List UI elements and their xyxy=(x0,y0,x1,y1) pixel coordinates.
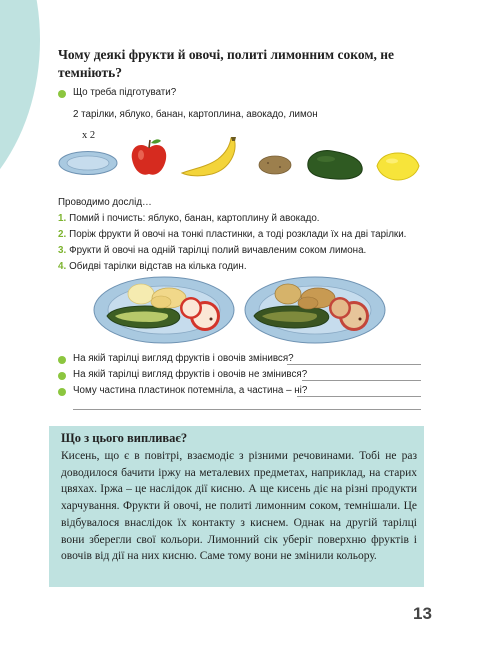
question-3: Чому частина пластинок потемніла, а частина – ні? xyxy=(73,385,308,396)
bullet-icon xyxy=(58,356,66,364)
bullet-icon xyxy=(58,388,66,396)
step-item: 3. Фрукти й овочі на одній тарілці полий вичавленим соком лимона. xyxy=(58,245,367,256)
prep-question: Що треба підготувати? xyxy=(73,87,177,98)
answer-line xyxy=(297,396,421,397)
conclusion-box xyxy=(49,426,424,587)
answer-line xyxy=(302,380,421,381)
bullet-icon xyxy=(58,90,66,98)
procedure-intro: Проводимо дослід… xyxy=(58,197,152,208)
question-2: На якій тарілці вигляд фруктів і овочів не змінився? xyxy=(73,369,308,380)
prep-items: 2 тарілки, яблуко, банан, картоплина, авокадо, лимон xyxy=(73,109,318,120)
lemon-illustration xyxy=(374,152,422,182)
page-number: 13 xyxy=(413,604,432,623)
plate-left-illustration xyxy=(93,276,235,344)
question-1: На якій тарілці вигляд фруктів і овочів змінився? xyxy=(73,353,294,364)
step-item: 2. Поріж фрукти й овочі на тонкі пластинки, а тоді розклади їх на дві тарілки. xyxy=(58,229,407,240)
conclusion-body: Кисень, що є в повітрі, взаємодіє з різними речовинами. Тобі не раз доводилося бачити іржу на металевих предметах, наприклад, на старих цвяхах. Іржа – це наслідок дії кисню. А ще кисень діє на різні продукти харчування. Фрукти й овочі, не политі лимонним соком, темнішали. Це відбувалося внаслідок їх контакту з киснем. Однак на другій тарілці вони зберегли свої кольори. Лимонний сік уберіг поверхню фруктів і овочів від дії на них кисню. Саме тому вони не змінили кольору. xyxy=(61,450,417,563)
banana-illustration xyxy=(180,136,242,180)
multiplier-label: x 2 xyxy=(82,130,96,141)
step-item: 1. Помий і почисть: яблуко, банан, картоплину й авокадо. xyxy=(58,213,320,224)
page-title: Чому деякі фрукти й овочі, политі лимонним соком, не темніють? xyxy=(58,47,395,80)
potato-illustration xyxy=(258,155,294,177)
plate-illustration xyxy=(58,150,120,178)
answer-line xyxy=(287,364,421,365)
plate-right-illustration xyxy=(244,276,386,344)
step-item: 4. Обидві тарілки відстав на кілька годин. xyxy=(58,261,247,272)
bullet-icon xyxy=(58,372,66,380)
apple-illustration xyxy=(130,137,168,179)
avocado-illustration xyxy=(304,147,366,181)
conclusion-title: Що з цього випливає? xyxy=(61,431,188,445)
decorative-arc xyxy=(0,0,40,230)
answer-line xyxy=(73,409,421,410)
